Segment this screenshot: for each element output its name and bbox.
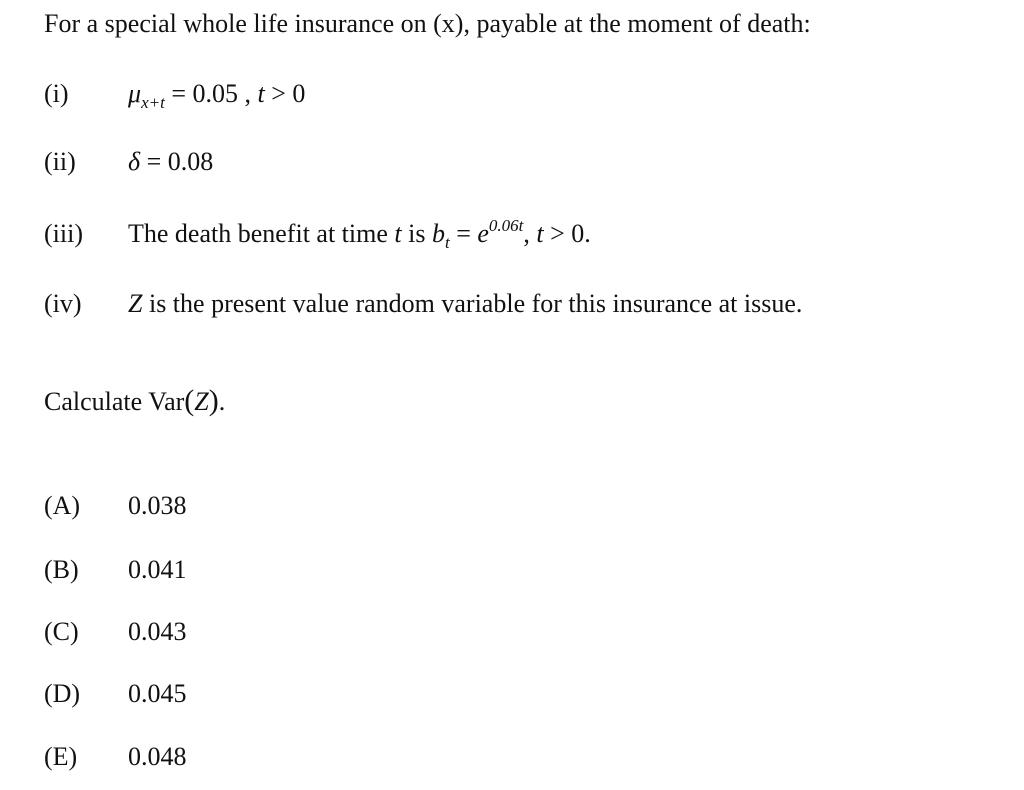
option-label: (E): [44, 742, 78, 771]
comma: ,: [523, 219, 537, 248]
force-of-interest-formula: [128, 146, 213, 178]
death-benefit-statement: [128, 218, 591, 250]
statement-text: is the present value random variable for this insurance at issue.: [142, 289, 803, 318]
e-symbol: e: [477, 219, 489, 248]
t-variable: t: [394, 219, 402, 248]
exponent: 0.06t: [488, 216, 524, 235]
delta-symbol: δ: [128, 147, 141, 176]
z-variable: Z: [194, 387, 209, 416]
t-condition: > 0: [264, 79, 306, 108]
random-variable-statement: [128, 288, 802, 320]
mu-symbol: μ: [128, 79, 142, 108]
option-label: (B): [44, 555, 79, 584]
question-text: Calculate Var: [44, 387, 185, 416]
item-label: (ii): [44, 147, 76, 176]
t-variable: t: [257, 79, 265, 108]
question-prompt: [44, 386, 225, 418]
t-variable: t: [536, 219, 544, 248]
item-label: (iii): [44, 219, 83, 248]
option-value: 0.045: [128, 679, 187, 708]
option-label: (C): [44, 617, 79, 646]
paren-open: (: [184, 384, 195, 417]
option-label: (A): [44, 491, 81, 520]
paren-close: ): [208, 384, 219, 417]
force-of-mortality-formula: [128, 78, 305, 110]
z-variable: Z: [128, 289, 143, 318]
mu-value: = 0.05 ,: [164, 79, 258, 108]
t-condition: > 0.: [543, 219, 591, 248]
b-subscript: t: [444, 233, 450, 252]
b-symbol: b: [431, 219, 445, 248]
statement-text: The death benefit at time: [128, 219, 395, 248]
item-label: (i): [44, 79, 69, 108]
delta-value: = 0.08: [140, 147, 214, 176]
equals-sign: =: [449, 219, 478, 248]
mu-subscript: x+t: [141, 93, 165, 112]
option-value: 0.048: [128, 742, 187, 771]
question-end: .: [218, 387, 226, 416]
option-value: 0.043: [128, 617, 187, 646]
item-label: (iv): [44, 289, 82, 318]
option-value: 0.041: [128, 555, 187, 584]
option-label: (D): [44, 679, 81, 708]
problem-intro: For a special whole life insurance on (x), payable at the moment of death:: [44, 9, 811, 38]
statement-text: is: [401, 219, 432, 248]
option-value: 0.038: [128, 491, 187, 520]
